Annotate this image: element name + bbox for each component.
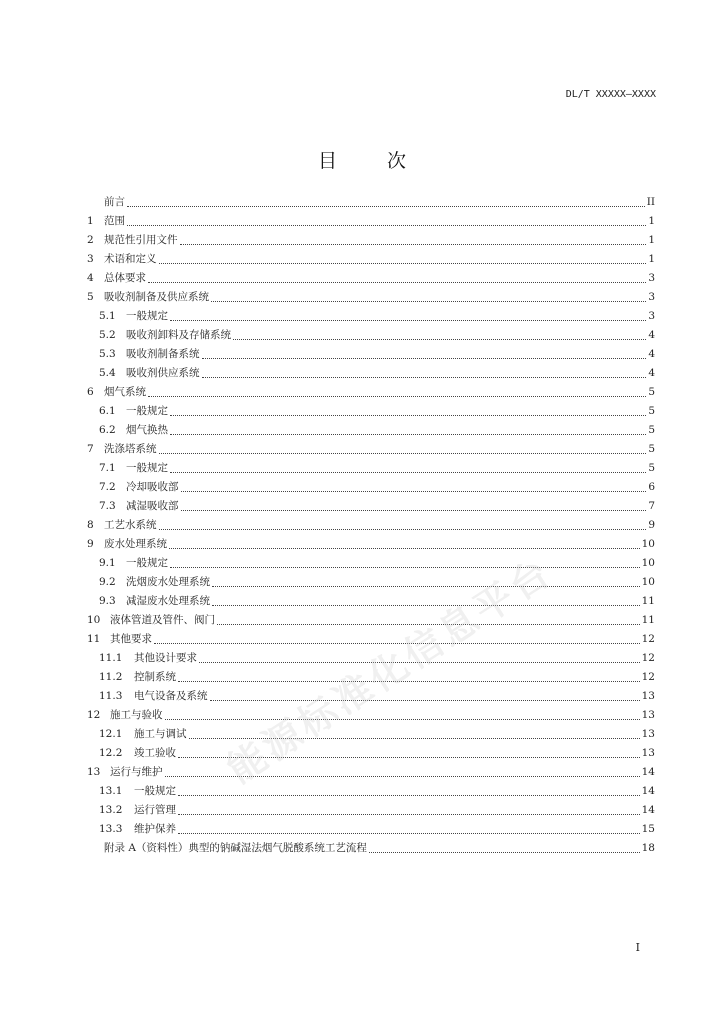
toc-entry[interactable] (87, 668, 655, 687)
toc-entry-page: 5 (648, 443, 655, 455)
page-number: I (635, 941, 640, 954)
toc-entry-title: 运行与维护 (110, 766, 163, 778)
toc-leader-dots (202, 376, 647, 378)
toc-leader-dots (202, 357, 647, 359)
toc-leader-dots (178, 832, 640, 834)
toc-entry-title: 一般规定 (134, 785, 176, 797)
toc-entry-page: 13 (641, 690, 655, 702)
toc-entry-number: 9.2 (99, 576, 116, 588)
toc-leader-dots (199, 661, 640, 663)
toc-entry-title: 一般规定 (126, 462, 168, 474)
toc-entry-number: 5.4 (99, 367, 116, 379)
toc-entry[interactable] (87, 440, 655, 459)
toc-entry-page: 5 (648, 386, 655, 398)
toc-entry-title: 烟气系统 (104, 386, 146, 398)
toc-entry-number: 5.1 (99, 310, 116, 322)
toc-entry-page: 3 (648, 291, 655, 303)
toc-entry[interactable] (87, 421, 655, 440)
toc-entry-number: 7.1 (99, 462, 116, 474)
toc-entry-title: 维护保养 (134, 823, 176, 835)
toc-entry-page: 4 (648, 367, 655, 379)
toc-entry[interactable] (87, 535, 655, 554)
toc-entry[interactable] (87, 250, 655, 269)
toc-entry-title: 减湿废水处理系统 (126, 595, 210, 607)
toc-leader-dots (159, 452, 647, 454)
toc-entry-number: 9 (87, 538, 94, 550)
toc-entry[interactable] (87, 573, 655, 592)
toc-entry-page: II (646, 196, 655, 208)
toc-entry-title: 范围 (104, 215, 125, 227)
toc-entry-number: 9.1 (99, 557, 116, 569)
toc-entry[interactable] (87, 782, 655, 801)
toc-entry[interactable] (87, 212, 655, 231)
toc-entry-page: 11 (641, 595, 655, 607)
toc-entry-title: 冷却吸收部 (126, 481, 179, 493)
toc-leader-dots (165, 775, 640, 777)
toc-leader-dots (154, 642, 640, 644)
toc-leader-dots (210, 699, 640, 701)
toc-entry[interactable] (87, 592, 655, 611)
toc-entry-number: 4 (87, 272, 94, 284)
toc-entry-page: 9 (648, 519, 655, 531)
toc-entry[interactable] (87, 307, 655, 326)
toc-entry-number: 13.1 (99, 785, 123, 797)
toc-entry-number: 5.2 (99, 329, 116, 341)
toc-entry-page: 15 (641, 823, 655, 835)
toc-entry[interactable] (87, 516, 655, 535)
toc-entry-number: 3 (87, 253, 94, 265)
toc-entry-title: 吸收剂制备系统 (126, 348, 200, 360)
toc-entry-number: 11 (87, 633, 101, 645)
toc-entry-title: 附录 A（资料性）典型的钠碱湿法烟气脱酸系统工艺流程 (104, 842, 367, 854)
toc-leader-dots (170, 414, 646, 416)
toc-entry-number: 8 (87, 519, 94, 531)
toc-entry[interactable] (87, 744, 655, 763)
toc-leader-dots (181, 490, 647, 492)
toc-entry-title: 工艺水系统 (104, 519, 157, 531)
toc-entry-number: 12 (87, 709, 101, 721)
toc-entry-title: 术语和定义 (104, 253, 157, 265)
toc-entry[interactable] (87, 706, 655, 725)
toc-entry-title: 运行管理 (134, 804, 176, 816)
toc-entry-title: 前言 (104, 196, 125, 208)
toc-entry-title: 烟气换热 (126, 424, 168, 436)
toc-entry[interactable] (87, 725, 655, 744)
toc-entry[interactable] (87, 459, 655, 478)
toc-entry-title: 竣工验收 (134, 747, 176, 759)
toc-entry-number: 12.1 (99, 728, 123, 740)
toc-entry-title: 一般规定 (126, 310, 168, 322)
toc-entry-page: 10 (641, 557, 655, 569)
toc-entry-page: 5 (648, 462, 655, 474)
toc-entry[interactable] (87, 478, 655, 497)
toc-leader-dots (369, 851, 640, 853)
toc-leader-dots (170, 471, 646, 473)
toc-leader-dots (178, 756, 640, 758)
toc-leader-dots (148, 395, 646, 397)
toc-entry[interactable] (87, 364, 655, 383)
toc-entry[interactable] (87, 554, 655, 573)
toc-entry-number: 10 (87, 614, 101, 626)
toc-leader-dots (212, 585, 640, 587)
toc-entry-page: 3 (648, 310, 655, 322)
toc-leader-dots (148, 281, 646, 283)
toc-entry[interactable] (87, 193, 655, 212)
toc-entry-page: 12 (641, 652, 655, 664)
toc-leader-dots (212, 604, 640, 606)
toc-entry[interactable] (87, 231, 655, 250)
toc-entry-title: 一般规定 (126, 557, 168, 569)
toc-entry-page: 4 (648, 348, 655, 360)
toc-entry[interactable] (87, 687, 655, 706)
toc-entry-number: 9.3 (99, 595, 116, 607)
toc-entry-page: 1 (648, 253, 655, 265)
toc-entry-page: 12 (641, 633, 655, 645)
toc-leader-dots (178, 794, 640, 796)
toc-entry-title: 吸收剂卸料及存储系统 (126, 329, 231, 341)
toc-entry-number: 5.3 (99, 348, 116, 360)
toc-entry-title: 规范性引用文件 (104, 234, 178, 246)
toc-entry-page: 14 (641, 766, 655, 778)
toc-entry[interactable] (87, 763, 655, 782)
toc-entry-page: 3 (648, 272, 655, 284)
toc-entry-title: 吸收剂制备及供应系统 (104, 291, 209, 303)
toc-entry-page: 10 (641, 576, 655, 588)
toc-entry-title: 洗烟废水处理系统 (126, 576, 210, 588)
toc-entry-title: 吸收剂供应系统 (126, 367, 200, 379)
toc-leader-dots (211, 300, 646, 302)
toc-entry-page: 18 (641, 842, 655, 854)
toc-leader-dots (178, 813, 640, 815)
toc-leader-dots (181, 509, 647, 511)
toc-entry-page: 13 (641, 709, 655, 721)
toc-entry[interactable] (87, 345, 655, 364)
toc-entry-number: 7.2 (99, 481, 116, 493)
toc-entry-number: 13 (87, 766, 101, 778)
toc-entry-page: 4 (648, 329, 655, 341)
toc-entry-number: 6.2 (99, 424, 116, 436)
toc-entry-page: 12 (641, 671, 655, 683)
toc-entry-number: 13.2 (99, 804, 123, 816)
toc-entry[interactable] (87, 611, 655, 630)
toc-entry-number: 7.3 (99, 500, 116, 512)
toc-entry-page: 11 (641, 614, 655, 626)
toc-entry-page: 5 (648, 405, 655, 417)
toc-entry[interactable] (87, 288, 655, 307)
toc-entry-page: 13 (641, 728, 655, 740)
toc-entry-page: 6 (648, 481, 655, 493)
toc-leader-dots (189, 737, 640, 739)
toc-entry[interactable] (87, 839, 655, 858)
toc-entry-number: 2 (87, 234, 94, 246)
toc-entry-number: 6.1 (99, 405, 116, 417)
toc-entry-number: 5 (87, 291, 94, 303)
toc-entry[interactable] (87, 269, 655, 288)
toc-entry-title: 洗涤塔系统 (104, 443, 157, 455)
toc-entry-title: 减湿吸收部 (126, 500, 179, 512)
toc-entry-page: 5 (648, 424, 655, 436)
toc-leader-dots (233, 338, 646, 340)
toc-entry-number: 11.2 (99, 671, 123, 683)
toc-leader-dots (170, 433, 646, 435)
watermark-text: 能源标准化信息平台 (219, 549, 561, 792)
toc-leader-dots (159, 262, 647, 264)
toc-entry-number: 11.3 (99, 690, 123, 702)
toc-leader-dots (217, 623, 640, 625)
toc-leader-dots (165, 718, 640, 720)
toc-entry-page: 14 (641, 804, 655, 816)
toc-leader-dots (170, 566, 640, 568)
toc-entry-number: 7 (87, 443, 94, 455)
toc-leader-dots (169, 547, 640, 549)
toc-entry-page: 14 (641, 785, 655, 797)
toc-entry-number: 1 (87, 215, 94, 227)
toc-entry-number: 11.1 (99, 652, 123, 664)
toc-entry-title: 施工与验收 (110, 709, 163, 721)
toc-entry-title: 废水处理系统 (104, 538, 167, 550)
toc-entry[interactable] (87, 820, 655, 839)
toc-entry[interactable] (87, 630, 655, 649)
toc-entry-number: 6 (87, 386, 94, 398)
toc-entry-title: 其他设计要求 (134, 652, 197, 664)
toc-entry-number: 12.2 (99, 747, 123, 759)
toc-entry[interactable] (87, 649, 655, 668)
toc-leader-dots (127, 205, 645, 207)
toc-entry-page: 13 (641, 747, 655, 759)
toc-entry-title: 一般规定 (126, 405, 168, 417)
toc-entry-title: 控制系统 (134, 671, 176, 683)
toc-entry-title: 施工与调试 (134, 728, 187, 740)
toc-entry[interactable] (87, 402, 655, 421)
toc-entry-title: 电气设备及系统 (134, 690, 208, 702)
table-of-contents (87, 193, 655, 858)
toc-entry-page: 1 (648, 234, 655, 246)
toc-leader-dots (159, 528, 647, 530)
toc-leader-dots (170, 319, 646, 321)
toc-entry-page: 7 (648, 500, 655, 512)
toc-leader-dots (180, 243, 647, 245)
toc-entry[interactable] (87, 801, 655, 820)
toc-leader-dots (178, 680, 640, 682)
toc-entry[interactable] (87, 497, 655, 516)
toc-title: 目 次 (317, 150, 429, 172)
toc-entry-page: 10 (641, 538, 655, 550)
toc-entry[interactable] (87, 326, 655, 345)
toc-entry-title: 总体要求 (104, 272, 146, 284)
toc-entry-page: 1 (648, 215, 655, 227)
document-code: DL/T XXXXX—XXXX (565, 89, 656, 100)
toc-leader-dots (127, 224, 646, 226)
toc-entry-title: 其他要求 (110, 633, 152, 645)
toc-entry-number: 13.3 (99, 823, 123, 835)
toc-entry-title: 液体管道及管件、阀门 (110, 614, 215, 626)
toc-entry[interactable] (87, 383, 655, 402)
